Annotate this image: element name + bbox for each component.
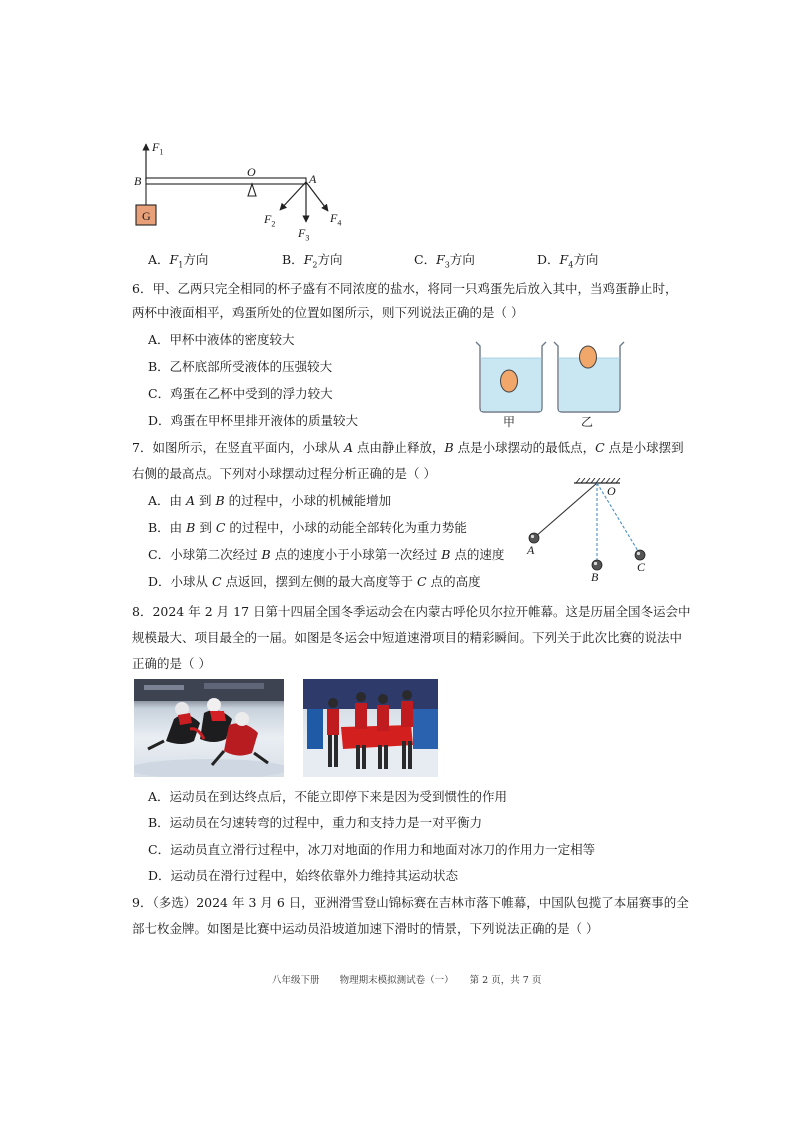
footer-grade: 八年级下册 [272,975,320,986]
q7-option-c[interactable]: C．小球第二次经过 B 点的速度小于小球第一次经过 B 点的速度 [148,547,505,562]
q5-option-c[interactable]: C．$F_3$方向 [414,252,475,270]
q7-option-b[interactable]: B．由 B 到 C 的过程中，小球的动能全部转化为重力势能 [148,520,467,535]
q6-stem-line2: 两杯中液面相平，鸡蛋所处的位置如图所示，则下列说法正确的是（ ） [132,305,524,320]
q5-option-a[interactable]: A．$F_1$方向 [148,252,209,270]
q9-stem-line2: 部七枚金牌。如图是比赛中运动员沿坡道加速下滑时的情景，下列说法正确的是（ ） [132,921,599,936]
q8-stem-line3: 正确的是（ ） [132,656,211,671]
q6-option-d[interactable]: D．鸡蛋在甲杯里排开液体的质量较大 [148,413,359,428]
pendulum-label-A: A [527,543,535,557]
q8-option-a[interactable]: A．运动员在到达终点后，不能立即停下来是因为受到惯性的作用 [148,789,508,804]
q8-option-b[interactable]: B．运动员在匀速转弯的过程中，重力和支持力是一对平衡力 [148,815,483,830]
q8-stem-line1: 8．2024 年 2 月 17 日第十四届全国冬季运动会在内蒙古呼伦贝尔拉开帷幕。这是历届全国冬运会中 [132,604,691,619]
q5-option-d[interactable]: D．$F_4$方向 [537,252,599,270]
footer-title: 物理期末模拟测试卷（一） [339,975,454,986]
label-O: O [247,165,256,179]
cup-label-jia: 甲 [503,415,516,429]
page-footer [272,972,541,986]
q8-option-d[interactable]: D．运动员在滑行过程中，始终依靠外力维持其运动状态 [148,868,459,883]
label-F4: $F_4$ [330,211,342,228]
q6-option-b[interactable]: B．乙杯底部所受液体的压强较大 [148,359,333,374]
footer-page-number: 第 2 页，共 7 页 [469,975,542,986]
label-F1: $F_1$ [152,140,164,157]
q6-stem-line1: 6．甲、乙两只完全相同的杯子盛有不同浓度的盐水，将同一只鸡蛋先后放入其中，当鸡蛋静止时， [132,281,678,296]
q7-option-a[interactable]: A．由 A 到 B 的过程中，小球的机械能增加 [148,493,392,508]
team-flag-photo [303,679,438,777]
q6-option-c[interactable]: C．鸡蛋在乙杯中受到的浮力较大 [148,386,333,401]
q6-option-a[interactable]: A．甲杯中液体的密度较大 [148,332,295,347]
q7-stem-line2: 右侧的最高点。下列对小球摆动过程分析正确的是（ ） [132,466,436,481]
pendulum-label-O: O [607,484,616,498]
q8-option-c[interactable]: C．运动员直立滑行过程中，冰刀对地面的作用力和地面对冰刀的作用力一定相等 [148,842,596,857]
q9-stem-line1: 9．（多选）2024 年 3 月 6 日，亚洲滑雪登山锦标赛在吉林市落下帷幕，中国队包揽了本届赛事的全 [132,895,689,910]
label-A: A [309,172,317,186]
q8-stem-line2: 规模最大、项目最全的一届。如图是冬运会中短道速滑项目的精彩瞬间。下列关于此次比赛的说法中 [132,630,683,645]
cup-label-yi: 乙 [581,415,594,429]
label-F3: $F_3$ [298,226,310,243]
label-F2: $F_2$ [264,212,276,229]
egg-cups-diagram [470,334,630,414]
label-G: G [142,209,151,223]
label-B: B [134,174,142,188]
q7-option-d[interactable]: D．小球从 C 点返回，摆到左侧的最大高度等于 C 点的高度 [148,574,481,589]
pendulum-label-B: B [591,570,599,584]
speed-skating-photo [134,679,284,777]
pendulum-label-C: C [637,560,646,574]
q7-stem-line1: 7．如图所示，在竖直平面内，小球从 A 点由静止释放，B 点是小球摆动的最低点，C 点是小球摆到 [132,440,684,455]
q5-option-b[interactable]: B．$F_2$方向 [282,252,343,270]
